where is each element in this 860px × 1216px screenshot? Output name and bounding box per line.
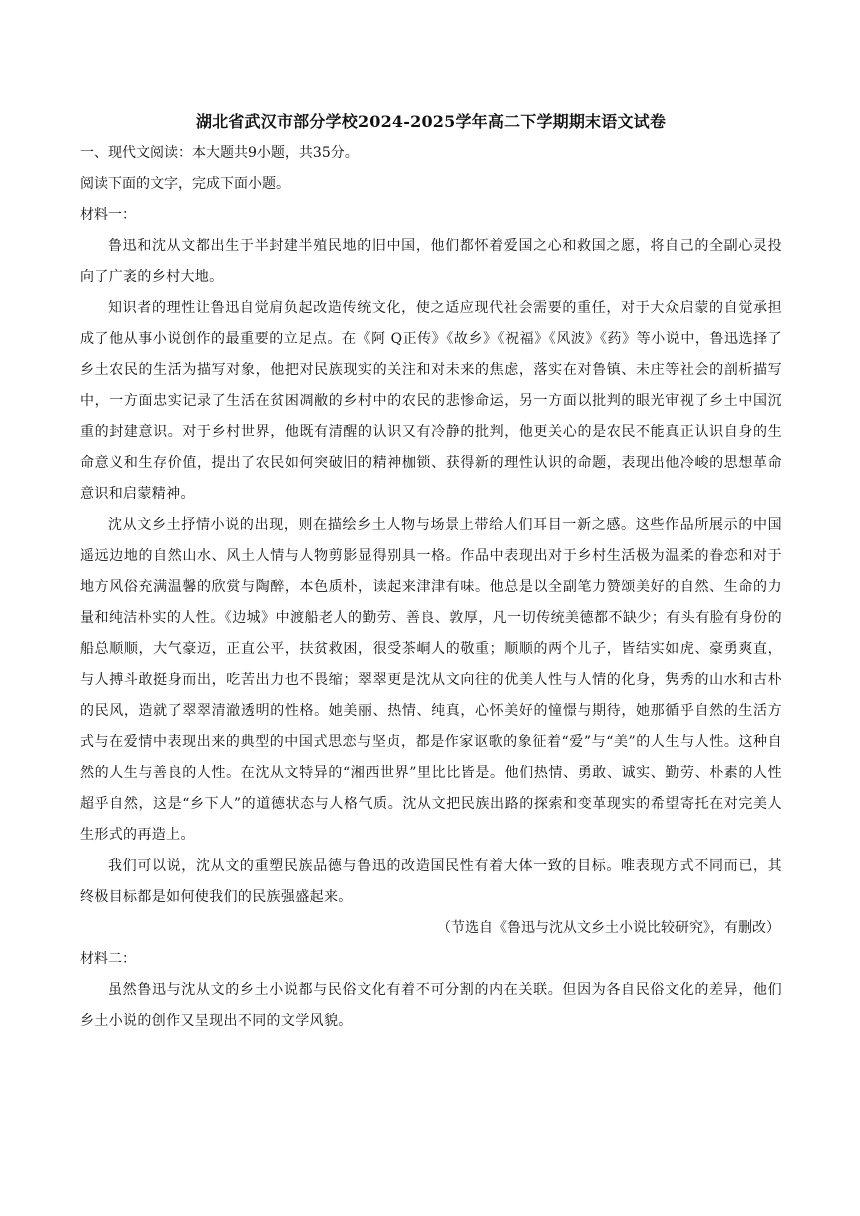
material-one-label: 材料一： (80, 207, 136, 223)
material-two (80, 944, 782, 1037)
material-two-paragraph: 虽然鲁迅与沈从文的乡土小说都与民俗文化有着不可分割的内在关联。但因为各自民俗文化的差异，他们乡土小说的创作又呈现出不同的文学风貌。 (80, 982, 782, 1029)
material-one (80, 200, 782, 944)
exam-title: 湖北省武汉市部分学校2024-2025学年高二下学期期末语文试卷 (195, 112, 667, 131)
material-one-paragraph: 知识者的理性让鲁迅自觉肩负起改造传统文化，使之适应现代社会需要的重任，对于大众启蒙的自觉承担成了他从事小说创作的最重要的立足点。在《阿 Q正传》《故乡》《祝福》《风波》《药》等小说中，鲁迅选择了乡土农民的生活为描写对象，他把对民族现实的关注和对未来的焦虑，落实在对鲁镇、未庄等社会的剖析描写中，一方面忠实记录了生活在贫困凋敝的乡村中的农民的悲惨命运，另一方面以批判的眼光审视了乡土中国沉重的封建意识。对于乡村世界，他既有清醒的认识又有冷静的批判，他更关心的是农民不能真正认识自身的生命意义和生存价值，提出了农民如何突破旧的精神枷锁、获得新的理性认识的命题，表现出他冷峻的思想革命意识和启蒙精神。 (80, 300, 782, 502)
material-one-source: （节选自《鲁迅与沈从文乡土小说比较研究》，有删改） (437, 920, 780, 936)
material-one-paragraph: 鲁迅和沈从文都出生于半封建半殖民地的旧中国，他们都怀着爱国之心和救国之愿，将自己的全副心灵投向了广袤的乡村大地。 (80, 238, 782, 285)
section-heading: 一、现代文阅读：本大题共9小题，共35分。 (80, 145, 359, 161)
reading-instruction: 阅读下面的文字，完成下面小题。 (80, 176, 290, 192)
material-two-label: 材料二： (80, 951, 136, 967)
material-one-paragraph: 我们可以说，沈从文的重塑民族品德与鲁迅的改造国民性有着大体一致的目标。唯表现方式不同而已，其终极目标都是如何使我们的民族强盛起来。 (80, 858, 782, 905)
material-one-paragraph: 沈从文乡土抒情小说的出现，则在描绘乡土人物与场景上带给人们耳目一新之感。这些作品所展示的中国遥远边地的自然山水、风土人情与人物剪影显得别具一格。作品中表现出对于乡村生活极为温柔的眷恋和对于地方风俗充满温馨的欣赏与陶醉，本色质朴，读起来津津有味。他总是以全副笔力赞颂美好的自然、生命的力量和纯洁朴实的人性。《边城》中渡船老人的勤劳、善良、敦厚，凡一切传统美德都不缺少；有头有脸有身份的船总顺顺，大气豪迈，正直公平，扶贫救困，很受茶峒人的敬重；顺顺的两个儿子，皆结实如虎、豪勇爽直，与人搏斗敢挺身而出，吃苦出力也不畏缩；翠翠更是沈从文向往的优美人性与人情的化身，隽秀的山水和古朴的民风，造就了翠翠清澈透明的性格。她美丽、热情、纯真，心怀美好的憧憬与期待，她那循乎自然的生活方式与在爱情中表现出来的典型的中国式思恋与坚贞，都是作家讴歌的象征着“爱”与“美”的人生与人性。这种自然的人生与善良的人性。在沈从文特异的“湘西世界”里比比皆是。他们热情、勇敢、诚实、勤劳、朴素的人性超乎自然，这是“乡下人”的道德状态与人格气质。沈从文把民族出路的探索和变革现实的希望寄托在对完美人生形式的再造上。 (80, 517, 782, 843)
